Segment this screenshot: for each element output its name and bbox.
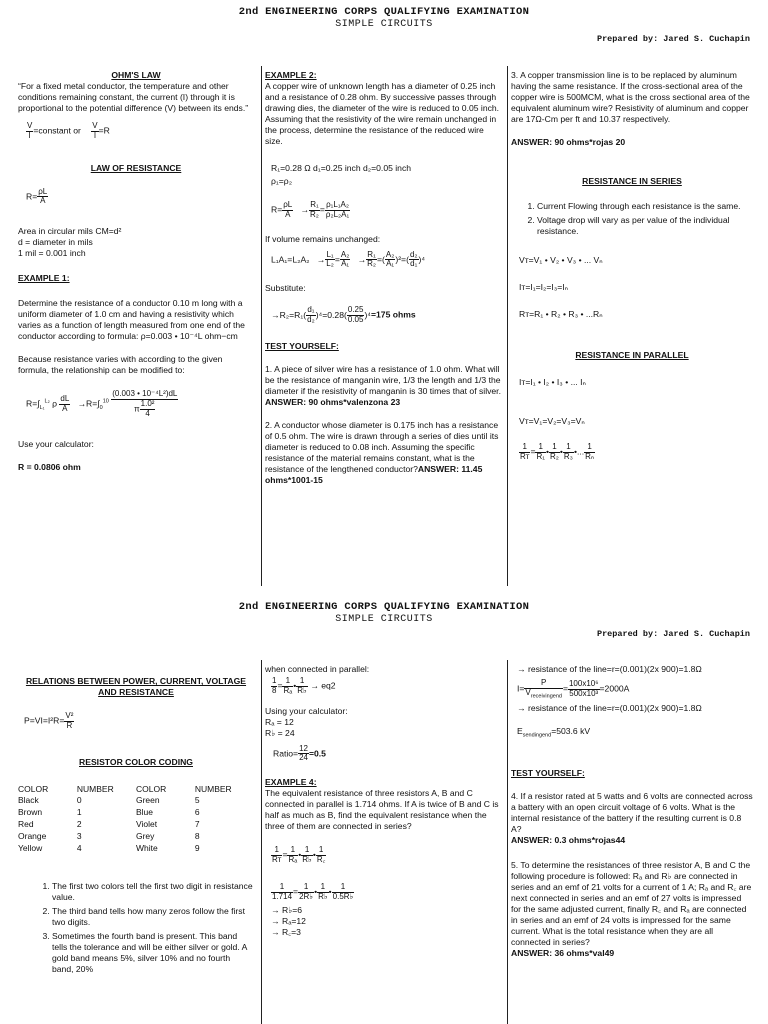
page1-column-1 xyxy=(18,70,254,473)
note-item: 1. The first two colors tell the first two digit in resistance value. xyxy=(52,881,254,903)
series-resistance-equation: Rᴛ=R₁ • R₂ • R₃ • ...Rₙ xyxy=(519,309,603,319)
eq2-equation: $\frac{1}{8}$ = $\frac{1}{\text{Rₐ}}$ • $\frac{1}{R♭}$ → eq2 xyxy=(272,676,336,695)
page1-column-2 xyxy=(265,70,503,492)
resistance-equation: R= $\frac{\rho L}{A}$ xyxy=(26,186,48,206)
substitute-label: Substitute: xyxy=(265,283,306,294)
parallel-note: when connected in parallel: xyxy=(265,664,370,674)
volume-equation: L₁A₁=L₂A₂ → $\frac{\text{L₁}}{\text{L₂}}$ = $\frac{\text{A₂}}{\text{A₁}}$ → $\frac{\text{R₁}}{\text{R₂}}$ =( $\frac{\text{A₂}}{\text{A₁}}$ )²=( $\frac{\text{d₂}}{\text{d₁}}$ )⁴ xyxy=(271,249,426,269)
series-current-equation: Iᴛ=I₁=I₂=I₃=Iₙ xyxy=(519,282,569,292)
question-5: 5. To determine the resistances of three resistor A, B and C the following procedure is followed: Rₐ and R♭ are connected in series and an emf of 21 volts for a current of 1 A; Rₐ and R꜀ are next connected in series and an emf of 27 volts is impressed for the same adjusted current, finally R꜀ and Rₐ are connected in series and an emf of 24 volts is impressed for the same current. What is the total resistance when they are all connected in series? xyxy=(511,860,752,948)
mil-line: 1 mil = 0.001 inch xyxy=(18,248,86,259)
calculator-note: Use your calculator: xyxy=(18,438,94,449)
rc-result: → R꜀=3 xyxy=(271,927,301,938)
page1-prepared-by: Prepared by: Jared S. Cuchapin xyxy=(596,34,750,44)
page2-header-title: 2nd ENGINEERING CORPS QUALIFYING EXAMINATION xyxy=(238,601,530,613)
current-equation: I= P $V_{receivingend}$ = $\frac{\text{100x10⁶}}{\text{500x10³}}$ =2000A xyxy=(517,678,630,700)
substituted-equation: $\frac{1}{1.714}$ = $\frac{1}{2R♭}$ • $\frac{1}{R♭}$ • $\frac{1}{0.5R♭}$ xyxy=(272,881,354,901)
question-3: 3. A copper transmission line is to be replaced by aluminum having the same resistance. If the cross-sectional area of the copper wire is 500MCM, what is the cross sectional area of the equivalent aluminum wire? Resistivity of aluminum and copper are 17Ω-Cm per ft and 10.37 respectively. xyxy=(511,70,750,124)
example1-answer: R = 0.0806 ohm xyxy=(18,461,81,472)
example1-text: Determine the resistance of a conductor 0.10 m long with a uniform diameter of 1.0 cm and having a resistivity which varies as a function of length measured from one end of the conductor according to formula: ρ=0.003 • 10⁻⁴L ohm−cm xyxy=(18,298,245,342)
example4-text: The equivalent resistance of three resistors A, B and C connected in parallel is 1.714 ohms. If A is twice of B and C is half as much as B, find the equivalent resistance when the three of them are connected in series? xyxy=(265,788,499,832)
page2-column-3 xyxy=(511,664,753,959)
color-code-table xyxy=(18,784,254,855)
diameter-line: d = diameter in mils xyxy=(18,237,93,248)
table-row: Orange 3 Grey 8 xyxy=(18,831,200,842)
series-voltage-equation: Vᴛ=V₁ • V₂ • V₃ • ... Vₙ xyxy=(519,255,603,265)
example2-givens: R₁=0.28 Ω d₁=0.25 inch d₂=0.05 inch xyxy=(271,163,412,173)
law-of-resistance-title: LAW OF RESISTANCE xyxy=(90,162,182,173)
question-4: 4. If a resistor rated at 5 watts and 6 volts are connected across a battery with an open circuit voltage of 6 volts. What is the internal resistance of the battery if the resulting current is 0.8 A? xyxy=(511,791,753,835)
example1-title: EXAMPLE 1: xyxy=(18,273,70,284)
ra-value: Rₐ = 12 xyxy=(265,716,294,727)
series-item: 1. Current Flowing through each resistance is the same. xyxy=(537,201,753,212)
test-yourself-title: TEST YOURSELF: xyxy=(511,768,585,779)
parallel-current-equation: Iᴛ=I₁ • I₂ • I₃ • ... Iₙ xyxy=(519,377,586,387)
page1-header-title: 2nd ENGINEERING CORPS QUALIFYING EXAMINATION xyxy=(238,6,530,18)
rb-result: → R♭=6 xyxy=(271,905,303,916)
note-item: 3. Sometimes the fourth band is present. This band tells the tolerance and will be either silver or gold. A gold band means 5%, silver 10% and no fourth band, 20% xyxy=(52,931,254,975)
line-resistance-2: → resistance of the line=r=(0.001)(2x 900)=1.8Ω xyxy=(517,703,702,714)
power-relations-title: RELATIONS BETWEEN POWER, CURRENT, VOLTAGE AND RESISTANCE xyxy=(25,676,247,697)
ohms-law-text: “For a fixed metal conductor, the temperature and other conditions remaining constant, the current (I) through it is proportional to the potential difference (V) between its ends.” xyxy=(18,81,249,113)
test-yourself-title: TEST YOURSELF: xyxy=(265,340,339,351)
page1-header-subtitle: SIMPLE CIRCUITS xyxy=(335,19,433,30)
example2-title: EXAMPLE 2: xyxy=(265,70,317,80)
line-resistance-1: → resistance of the line=r=(0.001)(2x 900)=1.8Ω xyxy=(517,664,702,674)
parallel-voltage-equation: Vᴛ=V₁=V₂=V₃=Vₙ xyxy=(519,416,585,426)
page2-header-subtitle: SIMPLE CIRCUITS xyxy=(335,614,433,625)
color-coding-title: RESISTOR COLOR CODING xyxy=(79,756,193,767)
question-4-answer: ANSWER: 0.3 ohms*rojas44 xyxy=(511,835,626,846)
parallel-title: RESISTANCE IN PARALLEL xyxy=(575,350,689,360)
example4-title: EXAMPLE 4: xyxy=(265,777,317,788)
integral-equation: $R=\int_{L_1}^{L_2}$ ρ $\frac{dL}{A}$ $\to R=\int_0^{10}$ (0.003 • 10⁻⁴L²)dL π $\frac{\text{1.0²}}{4}$ xyxy=(26,389,178,418)
note-item: 2. The third band tells how many zeros follow the first two digits. xyxy=(52,906,254,928)
rho-equal: ρ₁=ρ₂ xyxy=(271,176,293,186)
rb-value: R♭ = 24 xyxy=(265,727,295,738)
table-row: Brown 1 Blue 6 xyxy=(18,807,200,818)
page2-column-1 xyxy=(18,676,254,978)
sending-end-voltage: $E_{sendingend}=503.6$ kV xyxy=(517,726,591,740)
column-divider xyxy=(507,660,508,1024)
page1-column-3 xyxy=(511,70,753,462)
page2-prepared-by: Prepared by: Jared S. Cuchapin xyxy=(596,629,750,639)
ratio-equation: Ratio= $\frac{12}{24}$ =0.5 xyxy=(273,743,326,763)
column-divider xyxy=(261,66,262,586)
question-3-answer: ANSWER: 90 ohms*rojas 20 xyxy=(511,137,626,147)
table-header-row: COLOR NUMBER COLOR NUMBER xyxy=(18,783,232,794)
question-2: 2. A conductor whose diameter is 0.175 inch has a resistance of 0.5 ohm. The wire is drawn through a series of dies until its diameter is reduced to 0.08 inch. Assuming the specific resistance of the material remains constant, what is the resistance of the lengthened conductor?ANSWER: 11.45 ohms*1001-15 xyxy=(265,419,499,485)
volume-note: If volume remains unchanged: xyxy=(265,233,381,244)
table-row: Red 2 Violet 7 xyxy=(18,819,200,830)
color-code-notes xyxy=(18,881,254,975)
ra-result: → Rₐ=12 xyxy=(271,916,306,927)
question-5-answer: ANSWER: 36 ohms*val49 xyxy=(511,948,615,959)
substitute-equation: →R₂=R₁( $\frac{\text{d₁}}{\text{d₂}}$ )⁴=0.28( $\frac{0.25}{0.05}$ )⁴=175 ohms xyxy=(271,305,416,324)
example1-text-2: Because resistance varies with according to the given formula, the relationship can be modified to: xyxy=(18,354,223,376)
calculator-note: Using your calculator: xyxy=(265,705,348,716)
ratio-equation: R= $\frac{\rho L}{A}$ → $\frac{\text{R₁}}{\text{R₂}}$ = $\frac{\text{ρ₁L₁A₂}}{\text{ρ₂L₂A₁}}$ xyxy=(271,200,350,219)
question-1: 1. A piece of silver wire has a resistance of 1.0 ohm. What will be the resistance of manganin wire, 1/3 the length and 1/3 the diameter if the resistivity of manganin is 30 times that of silver. ANSWER: 90 ohms*valenzona 23 xyxy=(265,363,501,407)
page2-column-2 xyxy=(265,664,503,938)
series-item: 2. Voltage drop will vary as per value of the individual resistance. xyxy=(537,215,753,237)
ohms-law-title: OHM'S LAW xyxy=(111,70,161,80)
area-line: Area in circular mils CM=d² xyxy=(18,226,122,237)
column-divider xyxy=(507,66,508,586)
column-divider xyxy=(261,660,262,1024)
table-row: Yellow 4 White 9 xyxy=(18,842,200,853)
parallel-equation: $\frac{1}{\text{Rᴛ}}$ = $\frac{1}{\text{Rₐ}}$ • $\frac{1}{R♭}$ • $\frac{1}{R꜀}$ xyxy=(272,845,326,864)
power-equation: P=VI=I²R= $\frac{\text{V²}}{R}$ xyxy=(24,711,74,730)
parallel-resistance-equation: $\frac{1}{\text{Rᴛ}}$ = $\frac{1}{\text{R₁}}$ • $\frac{1}{\text{R₂}}$ • $\frac{1}{\text{R₃}}$ •... $\frac{1}{\text{Rₙ}}$ xyxy=(520,442,595,461)
example2-text: A copper wire of unknown length has a diameter of 0.25 inch and a resistance of 0.28 ohm. By successive passes through drawing dies, the diameter of the wire is reduced to 0.05 inch. Assuming that the resistivity of the wire remain unchanged in the process, determine the resistance of the reduced wire size. xyxy=(265,81,500,146)
series-title: RESISTANCE IN SERIES xyxy=(582,176,682,186)
series-list xyxy=(511,201,753,237)
ohms-law-equation: $\frac{V}{I}$ =constant or $\frac{V}{I}$ =R xyxy=(27,121,110,140)
table-row: Black 0 Green 5 xyxy=(18,795,200,806)
